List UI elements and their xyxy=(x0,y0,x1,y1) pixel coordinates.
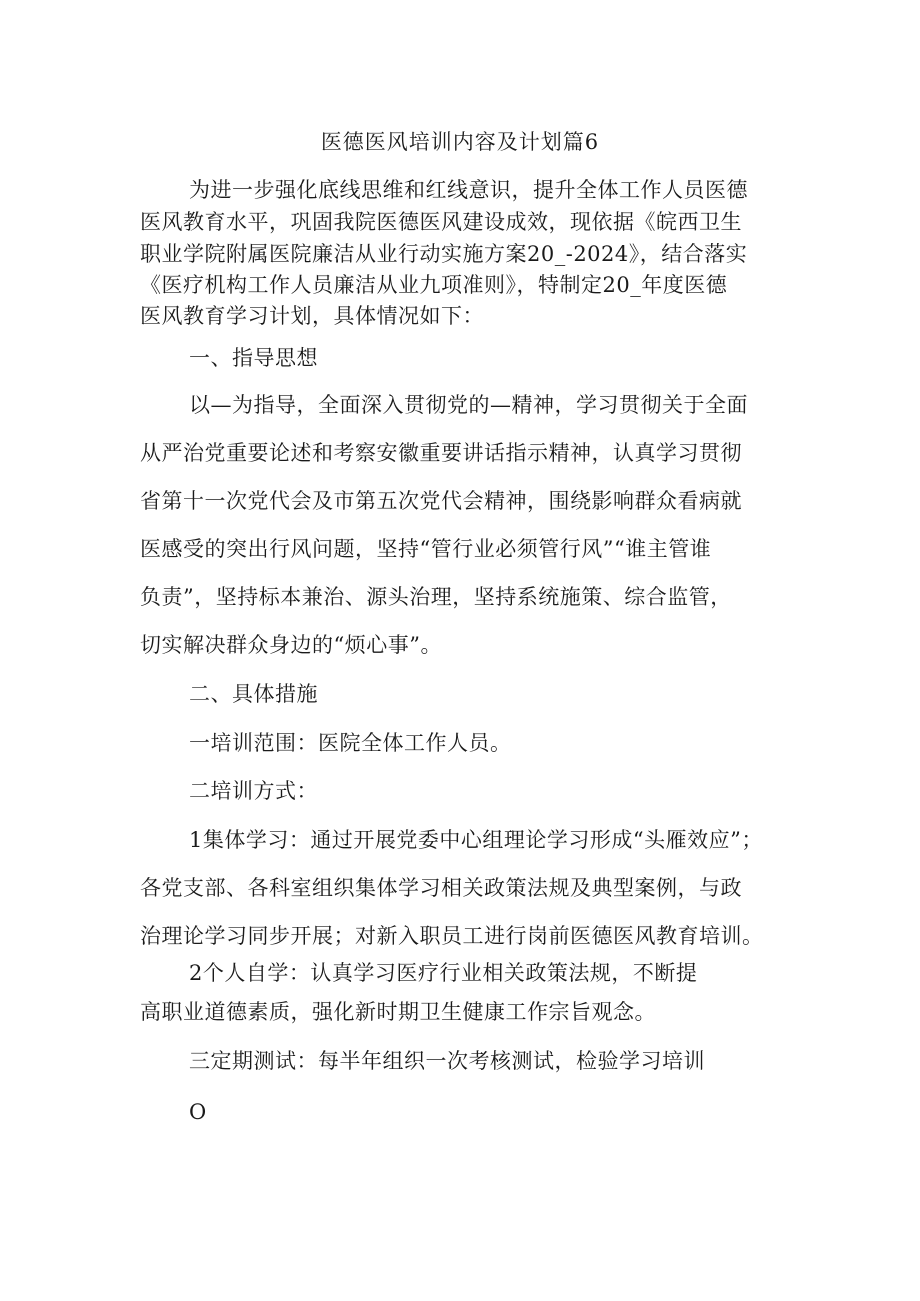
paragraph-line: 二培训方式： xyxy=(189,779,318,803)
paragraph-line: 负责”，坚持标本兼治、源头治理，坚持系统施策、综合监管， xyxy=(140,585,732,609)
paragraph-line: 2个人自学：认真学习医疗行业相关政策法规，不断提 xyxy=(189,961,698,985)
paragraph-line: 1集体学习：通过开展党委中心组理论学习形成“头雁效应”； xyxy=(189,828,763,852)
paragraph-line: 医风教育水平，巩固我院医德医风建设成效，现依据《皖西卫生 xyxy=(140,210,742,234)
paragraph-line: O xyxy=(189,1100,207,1124)
paragraph-line: 《医疗机构工作人员廉洁从业九项准则》，特制定20_年度医德 xyxy=(140,273,728,297)
paragraph-line: 为进一步强化底线思维和红线意识，提升全体工作人员医德 xyxy=(189,178,748,202)
paragraph-line: 各党支部、各科室组织集体学习相关政策法规及典型案例，与政 xyxy=(140,876,742,900)
paragraph-line: 切实解决群众身边的“烦心事”。 xyxy=(140,633,442,657)
paragraph-line: 以—为指导，全面深入贯彻党的—精神，学习贯彻关于全面 xyxy=(189,393,748,417)
paragraph-line: 从严治党重要论述和考察安徽重要讲话指示精神，认真学习贯彻 xyxy=(140,441,742,465)
paragraph-line: 高职业道德素质，强化新时期卫生健康工作宗旨观念。 xyxy=(140,1000,656,1024)
section-heading: 一、指导思想 xyxy=(189,346,318,370)
paragraph-line: 省第十一次党代会及市第五次党代会精神，围绕影响群众看病就 xyxy=(140,489,742,513)
paragraph-line: 医风教育学习计划，具体情况如下： xyxy=(140,304,484,328)
paragraph-line: 三定期测试：每半年组织一次考核测试，检验学习培训 xyxy=(189,1049,705,1073)
section-heading: 二、具体措施 xyxy=(189,682,318,706)
paragraph-line: 治理论学习同步开展；对新入职员工进行岗前医德医风教育培训。 xyxy=(140,924,764,948)
paragraph-line: 一培训范围：医院全体工作人员。 xyxy=(189,731,512,755)
paragraph-line: 医感受的突出行风问题，坚持“管行业必须管行风”“谁主管谁 xyxy=(140,537,712,561)
paragraph-line: 职业学院附属医院廉洁从业行动实施方案20_-2024》，结合落实 xyxy=(140,242,748,266)
document-title: 医德医风培训内容及计划篇6 xyxy=(320,130,600,154)
